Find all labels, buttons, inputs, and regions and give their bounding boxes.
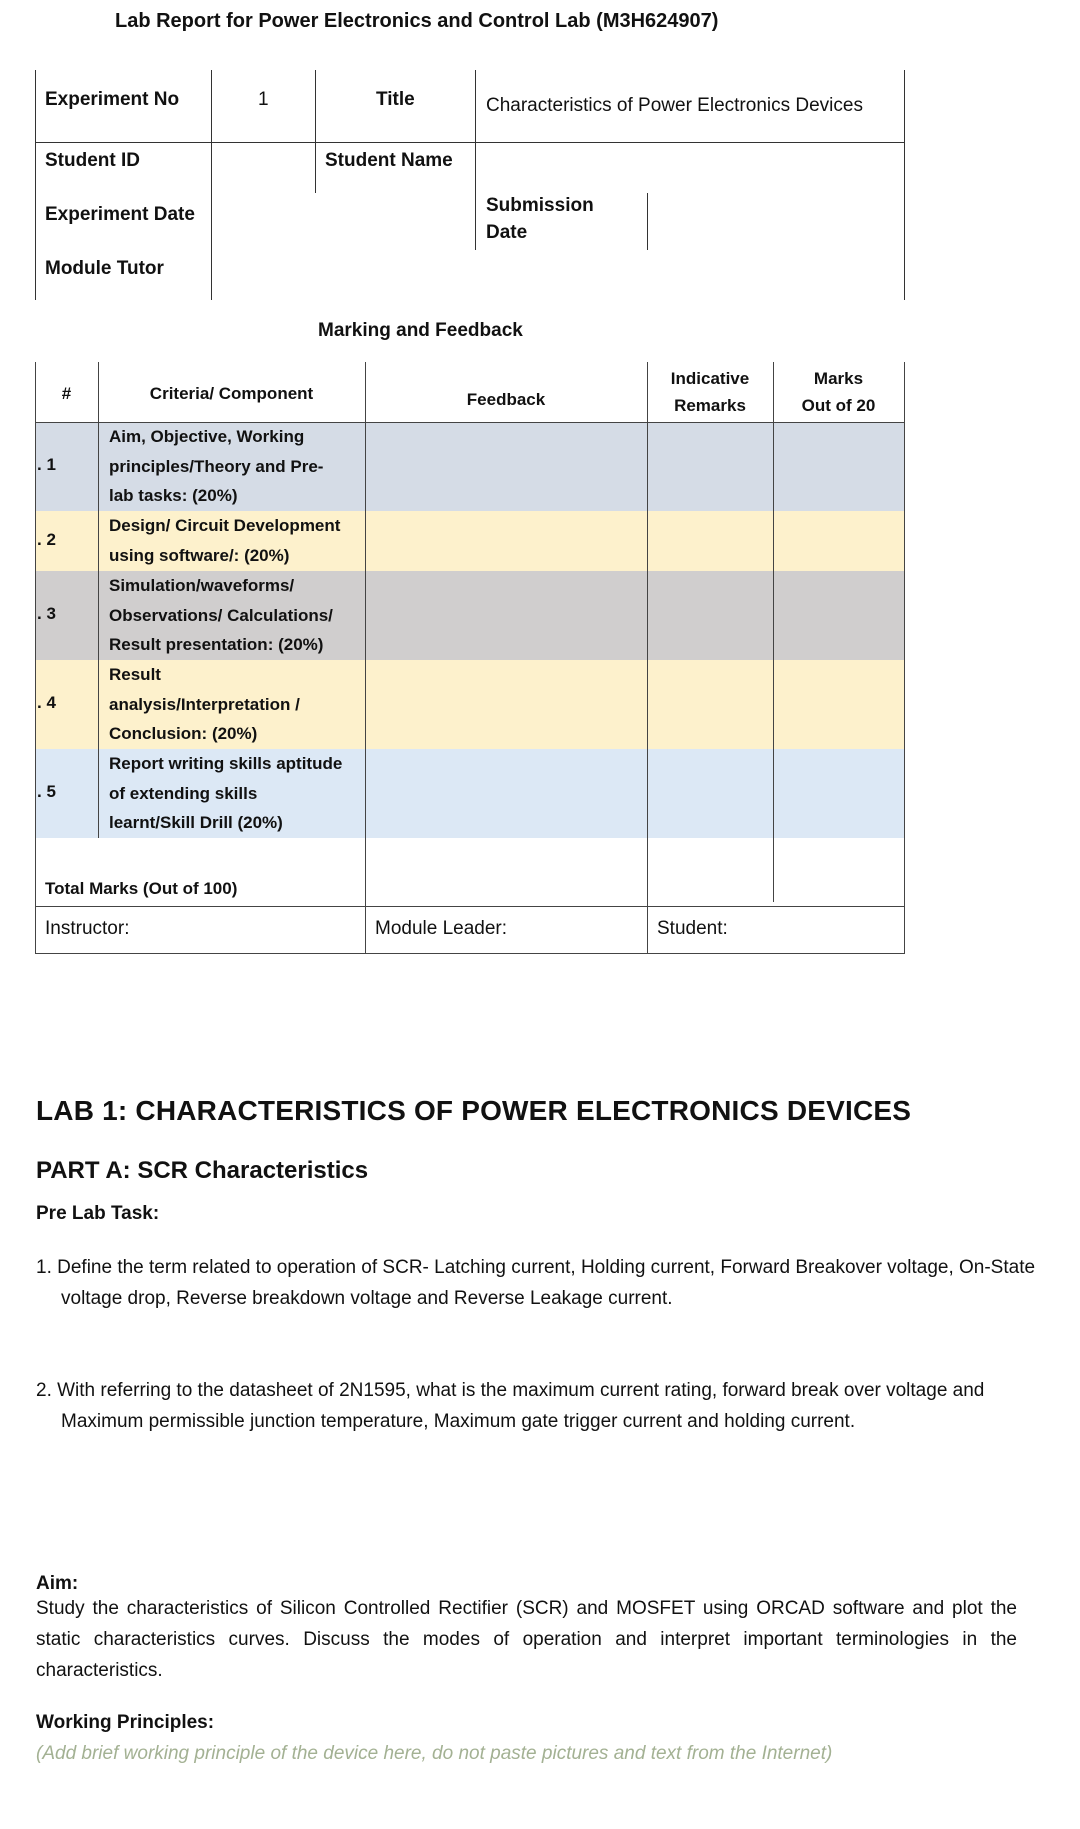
row-number: . 2 xyxy=(37,530,56,549)
working-principles-hint[interactable]: (Add brief working principle of the device here, do not paste pictures and text from the Internet) xyxy=(36,1743,833,1764)
aim-text: Study the characteristics of Silicon Controlled Rectifier (SCR) and MOSFET using ORCAD software and plot the static characteristics curves. Discuss the modes of operation and interpret important terminologies in the characteristics. xyxy=(36,1598,1017,1681)
student-label: Student: xyxy=(657,918,728,939)
module-tutor-label: Module Tutor xyxy=(45,258,164,279)
submission-date-label-2: Date xyxy=(486,222,528,243)
module-leader-label: Module Leader: xyxy=(375,918,508,939)
aim-label: Aim: xyxy=(36,1573,79,1594)
student-id-label: Student ID xyxy=(45,150,140,171)
criteria-text: Design/ Circuit Development using software/: (20%) xyxy=(109,516,341,565)
info-table xyxy=(35,70,905,300)
experiment-no-label: Experiment No xyxy=(45,89,180,110)
working-principles-label: Working Principles: xyxy=(36,1712,215,1733)
part-a-heading: PART A: SCR Characteristics xyxy=(36,1157,369,1184)
header-num: # xyxy=(61,384,72,403)
header-feedback: Feedback xyxy=(466,390,546,409)
title-value: Characteristics of Power Electronics Devices xyxy=(486,95,863,116)
submission-date-label: Submission xyxy=(486,195,594,216)
criteria-text: Result analysis/Interpretation / Conclusion: (20%) xyxy=(109,665,300,743)
row-number: . 3 xyxy=(37,604,56,623)
criteria-text: Report writing skills aptitude of extending skills learnt/Skill Drill (20%) xyxy=(109,754,343,832)
document-title: Lab Report for Power Electronics and Control Lab (M3H624907) xyxy=(115,10,719,32)
title-label: Title xyxy=(376,89,415,110)
lab-heading: LAB 1: CHARACTERISTICS OF POWER ELECTRONICS DEVICES xyxy=(36,1095,912,1126)
header-marks: Marks Out of 20 xyxy=(801,369,876,415)
total-marks-label: Total Marks (Out of 100) xyxy=(45,879,238,898)
pre-lab-question-1: 1. Define the term related to operation of SCR- Latching current, Holding current, Forward Breakover voltage, On-State voltage drop, Reverse breakdown voltage and Reverse Leakage current. xyxy=(36,1257,1036,1309)
experiment-no-value: 1 xyxy=(258,89,269,110)
header-indicative-remarks: Indicative Remarks xyxy=(670,369,750,415)
pre-lab-question-2: 2. With referring to the datasheet of 2N1595, what is the maximum current rating, forward break over voltage and Maximum permissible junction temperature, Maximum gate trigger current and holding current. xyxy=(36,1380,985,1432)
pre-lab-heading: Pre Lab Task: xyxy=(36,1203,160,1224)
experiment-date-label: Experiment Date xyxy=(45,204,195,225)
row-number: . 1 xyxy=(37,455,56,474)
header-criteria: Criteria/ Component xyxy=(149,384,314,403)
marking-section-title: Marking and Feedback xyxy=(318,320,523,341)
instructor-label: Instructor: xyxy=(45,918,130,939)
criteria-text: Aim, Objective, Working principles/Theory and Pre- lab tasks: (20%) xyxy=(109,427,324,505)
criteria-text: Simulation/waveforms/ Observations/ Calculations/ Result presentation: (20%) xyxy=(109,576,333,654)
row-number: . 5 xyxy=(37,782,56,801)
row-number: . 4 xyxy=(37,693,56,712)
student-name-label: Student Name xyxy=(325,150,453,171)
